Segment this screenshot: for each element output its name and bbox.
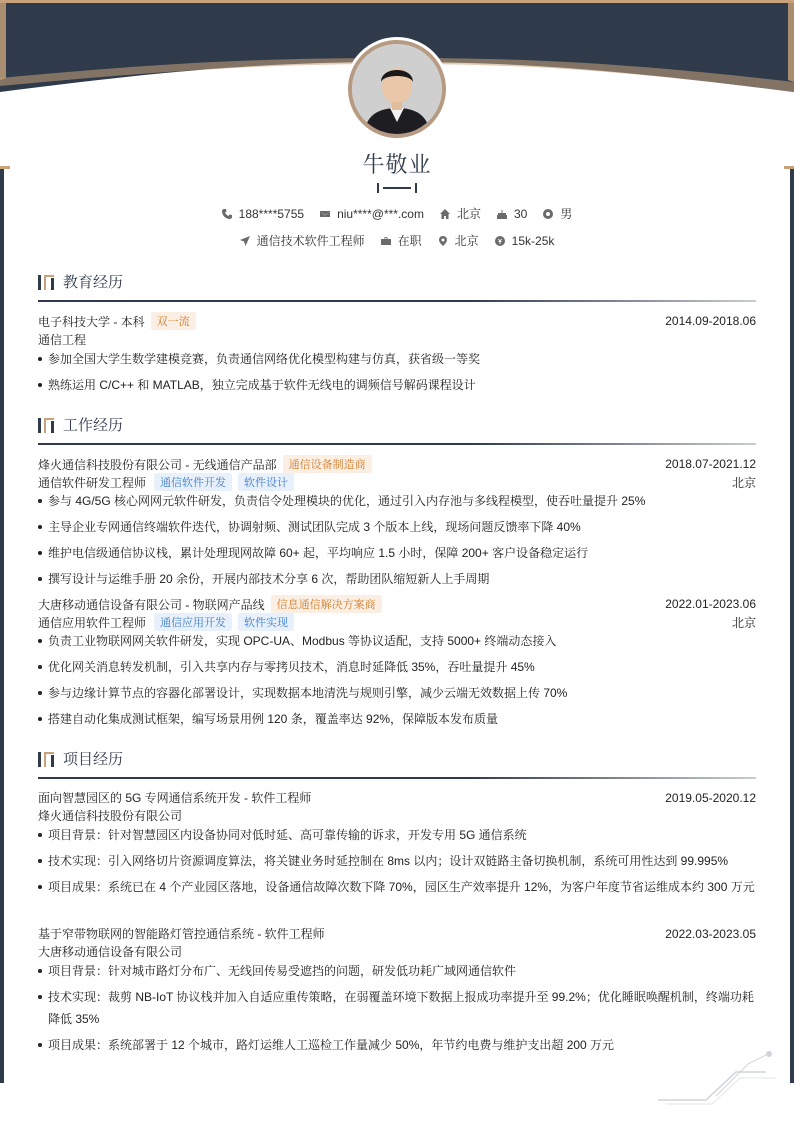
- mail-icon: [320, 209, 330, 219]
- role-tag: 软件实现: [238, 613, 294, 631]
- project-company-row: [38, 807, 756, 824]
- gender-icon: [543, 209, 553, 219]
- section-mark-icon: [44, 418, 54, 433]
- job-company: 烽火通信科技股份有限公司 - 无线通信产品部: [38, 457, 277, 472]
- work-section-header: [38, 414, 756, 438]
- job-date: 2022.01-2023.06: [665, 597, 756, 611]
- education-bullet: 熟练运用 C/C++ 和 MATLAB，独立完成基于软件无线电的调频信号解码课程设计: [38, 374, 756, 396]
- section-bar: [38, 275, 41, 290]
- job-bullet: 负责工业物联网网关软件研发，实现 OPC-UA、Modbus 等协议适配，支持 5000+ 终端动态接入: [38, 630, 756, 652]
- role-tag: 通信应用开发: [154, 613, 232, 631]
- target-job-info: [240, 232, 365, 249]
- project-date: 2022.03-2023.05: [665, 926, 756, 941]
- phone-icon: [222, 209, 232, 219]
- target-city-info: [438, 232, 479, 249]
- job-role: 通信应用软件工程师: [38, 615, 147, 630]
- send-icon: [240, 236, 250, 246]
- status-info: [381, 232, 422, 249]
- section-rule: [38, 777, 756, 779]
- section-rule: [38, 300, 756, 302]
- project-bullet: 项目背景：针对智慧园区内设备协同对低时延、高可靠传输的诉求，开发专用 5G 通信系统: [38, 824, 756, 846]
- project-bullet: 技术实现：引入网络切片资源调度算法，将关键业务时延控制在 8ms 以内；设计双链路主备切换机制，系统可用性达到 99.995%: [38, 850, 756, 872]
- role-tag: 通信软件开发: [154, 473, 232, 491]
- job-bullet: 维护电信级通信协议栈，累计处理现网故障 60+ 起，平均响应 1.5 小时，保障 200+ 客户设备稳定运行: [38, 542, 756, 564]
- job-company: 大唐移动通信设备有限公司 - 物联网产品线: [38, 597, 265, 612]
- job-role-row: [38, 613, 756, 631]
- right-rail: [790, 168, 794, 1083]
- project-company: 大唐移动通信设备有限公司: [38, 945, 183, 959]
- job-bullet: 参与 4G/5G 核心网网元软件研发，负责信令处理模块的优化，通过引入内存池与多线程模型，使吞吐量提升 25%: [38, 490, 756, 512]
- section-title: 项目经历: [63, 751, 124, 768]
- age-info: [497, 207, 527, 221]
- project-title: 基于窄带物联网的智能路灯管控通信系统 - 软件工程师: [38, 927, 325, 941]
- avatar: [348, 40, 446, 138]
- job-city: 北京: [731, 475, 756, 490]
- email-text: niu****@***.com: [337, 206, 424, 221]
- phone-info: [222, 207, 304, 221]
- city-info: [440, 205, 481, 222]
- contact-row: [0, 205, 794, 222]
- project-title-row: [38, 925, 756, 942]
- name-divider: [375, 182, 419, 194]
- briefcase-icon: [381, 236, 391, 246]
- project-bullet: 技术实现：裁剪 NB-IoT 协议栈并加入自适应重传策略，在弱覆盖环境下数据上报成功率提升至 99.2%；优化睡眠唤醒机制，终端功耗降低 35%: [38, 986, 756, 1030]
- company-tag: 通信设备制造商: [283, 455, 372, 473]
- email-info: [320, 207, 424, 221]
- job-bullet: 撰写设计与运维手册 20 余份，开展内部技术分享 6 次，帮助团队缩短新人上手周期: [38, 568, 756, 590]
- avatar-portrait: [352, 44, 442, 134]
- job-bullet: 搭建自动化集成测试框架，编写场景用例 120 条，覆盖率达 92%，保障版本发布质量: [38, 708, 756, 730]
- job-role-row: [38, 473, 756, 491]
- coin-icon: [495, 236, 505, 246]
- education-major-row: [38, 331, 756, 348]
- status-text: 在职: [397, 234, 422, 248]
- school-tag: 双一流: [151, 312, 196, 330]
- corner-circuit-decoration: [656, 1050, 776, 1105]
- projects-section-header: [38, 748, 756, 772]
- job-bullet: 主导企业专网通信终端软件迭代，协调射频、测试团队完成 3 个版本上线，现场问题反馈率下降 40%: [38, 516, 756, 538]
- job-date: 2018.07-2021.12: [665, 457, 756, 471]
- gender-info: [543, 205, 572, 222]
- section-title: 工作经历: [63, 417, 124, 434]
- role-tag: 软件设计: [238, 473, 294, 491]
- project-title-row: [38, 789, 756, 806]
- school-name: 电子科技大学 - 本科: [38, 314, 145, 329]
- section-mark-icon: [44, 275, 54, 290]
- gender-text: 男: [560, 207, 573, 221]
- project-company: 烽火通信科技股份有限公司: [38, 809, 183, 823]
- left-rail: [0, 168, 4, 1083]
- salary-info: [495, 234, 555, 248]
- project-bullet: 项目成果：系统已在 4 个产业园区落地，设备通信故障次数下降 70%，园区生产效率提升 12%，为客户年度节省运维成本约 300 万元: [38, 876, 756, 898]
- project-company-row: [38, 943, 756, 960]
- job-bullet: 优化网关消息转发机制，引入共享内存与零拷贝技术，消息时延降低 35%，吞吐量提升 45%: [38, 656, 756, 678]
- phone-text: 188****5755: [238, 206, 305, 221]
- education-school-row: [38, 312, 756, 330]
- project-bullet: 项目背景：针对城市路灯分布广、无线回传易受遮挡的问题，研发低功耗广域网通信软件: [38, 960, 756, 982]
- salary-text: 15k-25k: [511, 233, 555, 248]
- section-bar: [38, 418, 41, 433]
- section-title: 教育经历: [63, 274, 124, 291]
- section-rule: [38, 443, 756, 445]
- job-company-row: [38, 455, 756, 473]
- home-icon: [440, 209, 450, 219]
- education-bullet: 参加全国大学生数学建模竞赛，负责通信网络优化模型构建与仿真，获省级一等奖: [38, 348, 756, 370]
- intent-row: [0, 232, 794, 249]
- education-date: 2014.09-2018.06: [665, 314, 756, 328]
- job-company-row: [38, 595, 756, 613]
- target-job-text: 通信技术软件工程师: [256, 234, 365, 248]
- section-mark-icon: [44, 752, 54, 767]
- location-pin-icon: [438, 236, 448, 246]
- candidate-name: 牛敬业: [362, 152, 432, 177]
- cake-icon: [497, 209, 507, 219]
- job-city: 北京: [731, 615, 756, 630]
- job-bullet: 参与边缘计算节点的容器化部署设计，实现数据本地清洗与规则引擎，减少云端无效数据上传 70%: [38, 682, 756, 704]
- project-bullet: 项目成果：系统部署于 12 个城市，路灯运维人工巡检工作量减少 50%，年节约电费与维护支出超 200 万元: [38, 1034, 756, 1056]
- major-text: 通信工程: [38, 333, 87, 347]
- age-text: 30: [513, 206, 528, 221]
- target-city-text: 北京: [454, 234, 479, 248]
- city-text: 北京: [456, 207, 481, 221]
- company-tag: 信息通信解决方案商: [271, 595, 382, 613]
- job-role: 通信软件研发工程师: [38, 475, 147, 490]
- project-title: 面向智慧园区的 5G 专网通信系统开发 - 软件工程师: [38, 791, 312, 805]
- section-bar: [38, 752, 41, 767]
- project-date: 2019.05-2020.12: [665, 790, 756, 805]
- education-section-header: [38, 271, 756, 295]
